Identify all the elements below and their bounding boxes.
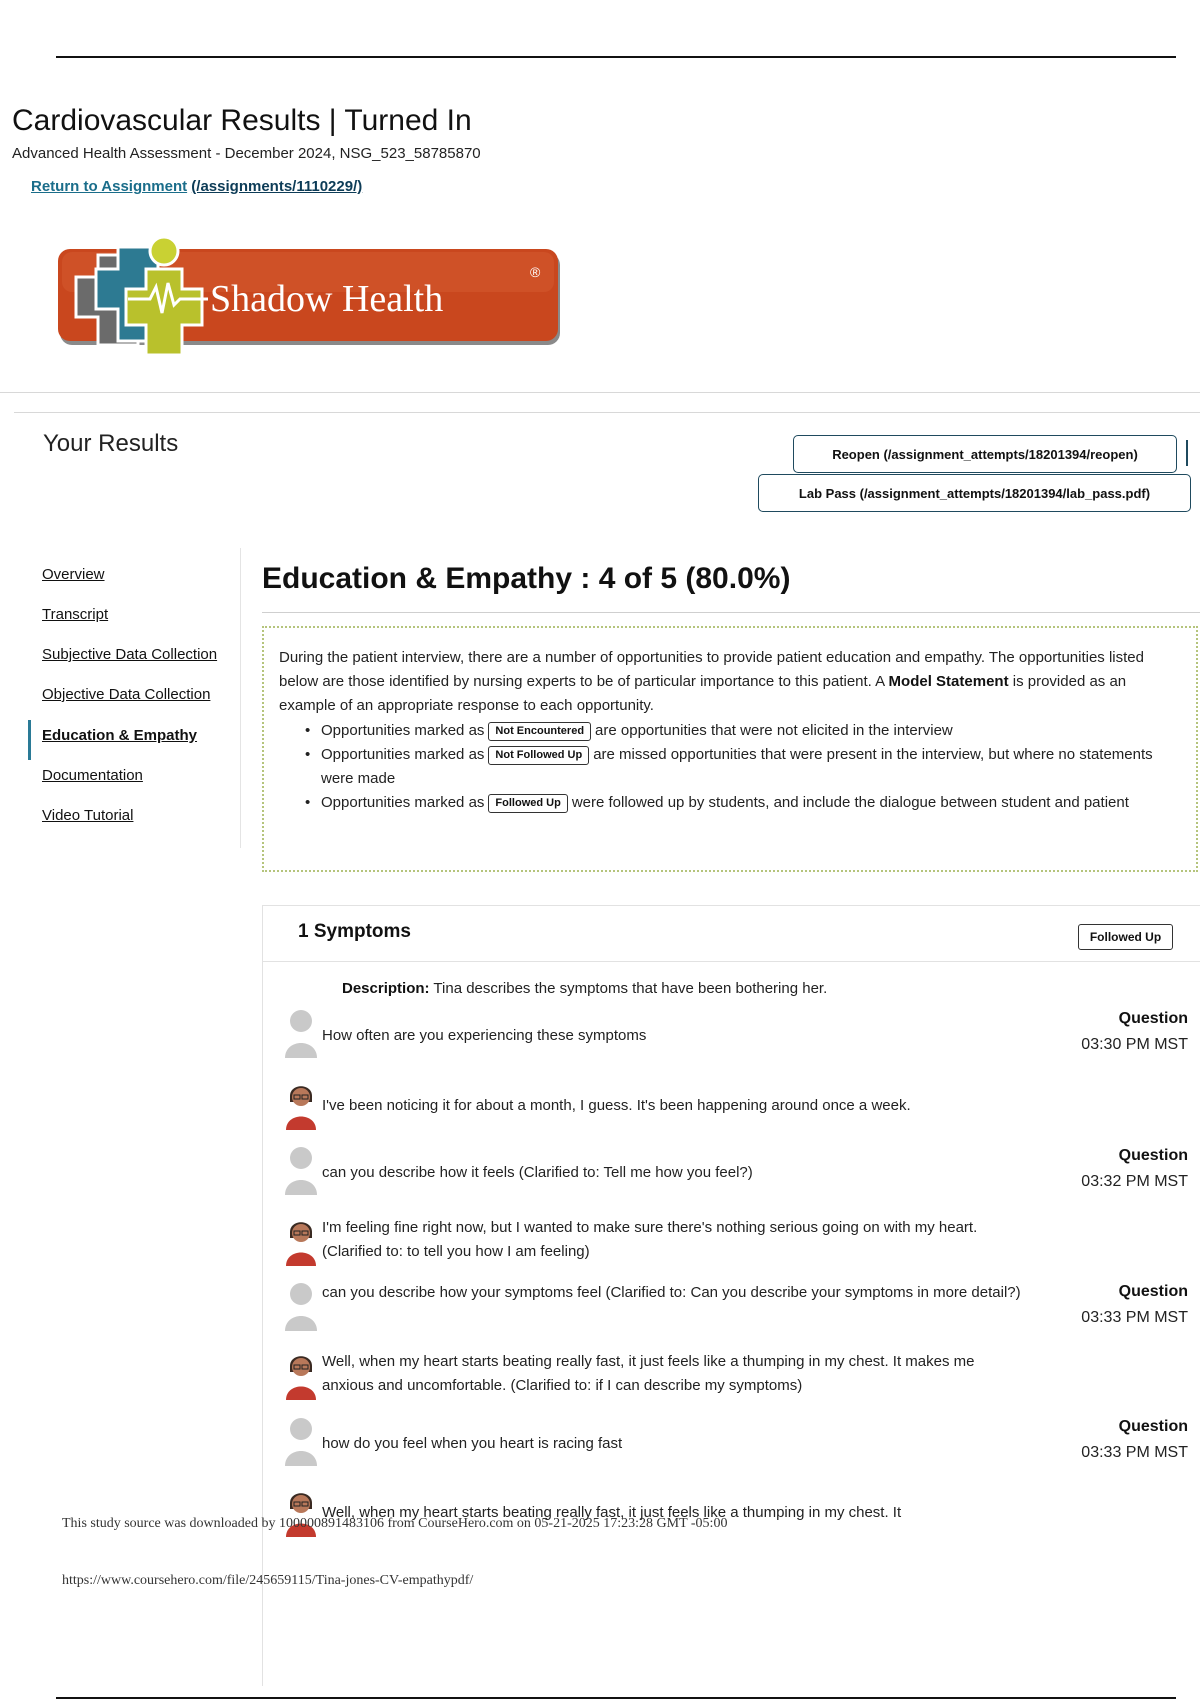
sidebar-item-video-tutorial[interactable]: Video Tutorial: [42, 807, 134, 824]
student-avatar-icon: [283, 1008, 319, 1058]
info-intro: [279, 646, 1179, 718]
course-subtitle: Advanced Health Assessment - December 2024, NSG_523_58785870: [12, 145, 481, 162]
legend-bullet: [305, 743, 1185, 791]
reopen-button[interactable]: Reopen (/assignment_attempts/18201394/reopen): [793, 435, 1177, 473]
lab-pass-button[interactable]: Lab Pass (/assignment_attempts/18201394/lab_pass.pdf): [758, 474, 1191, 512]
question-label: Question: [1118, 1147, 1188, 1164]
sidebar-item-transcript[interactable]: Transcript: [42, 606, 109, 623]
intro-text-2: is provided as an example of an appropriate response to each opportunity.: [279, 673, 1127, 714]
patient-message: Well, when my heart starts beating really fast, it just feels like a thumping in my chest. It makes me anxious and uncomfortable. (Clarified to: if I can describe my symptoms): [322, 1353, 975, 1394]
button-divider: [1186, 440, 1188, 466]
student-avatar-icon: [283, 1416, 319, 1466]
student-message: how do you feel when you heart is racing fast: [322, 1435, 623, 1452]
message-meta: [1048, 1143, 1188, 1195]
sidebar-item-overview[interactable]: Overview: [42, 566, 105, 583]
bullet-prefix: Opportunities marked as: [321, 722, 485, 739]
message-timestamp: 03:33 PM MST: [1081, 1309, 1188, 1326]
section-title: Education & Empathy : 4 of 5 (80.0%): [262, 562, 791, 595]
description-label: Description:: [342, 980, 430, 997]
student-message: can you describe how it feels (Clarified to: Tell me how you feel?): [322, 1164, 753, 1181]
sidebar-item-documentation[interactable]: Documentation: [42, 767, 143, 784]
source-url: https://www.coursehero.com/file/245659115/Tina-jones-CV-empathypdf/: [62, 1573, 474, 1588]
description-text: Tina describes the symptoms that have been bothering her.: [433, 980, 828, 997]
legend-bullet: [305, 719, 1185, 743]
student-avatar-icon: [283, 1281, 319, 1331]
card-description: [342, 980, 827, 997]
sidebar-item-objective-data[interactable]: Objective Data Collection: [42, 686, 211, 703]
results-separator: [14, 412, 1200, 413]
patient-message: Well, when my heart starts beating really fast, it just feels like a thumping in my chest. It: [322, 1504, 902, 1521]
intro-bold-statement: Statement: [936, 673, 1009, 690]
question-label: Question: [1118, 1010, 1188, 1027]
bullet-suffix: are opportunities that were not elicited in the interview: [595, 722, 953, 739]
sidebar-item-education-empathy[interactable]: Education & Empathy: [42, 727, 198, 744]
question-label: Question: [1118, 1283, 1188, 1300]
student-avatar-icon: [283, 1145, 319, 1195]
page-title: Cardiovascular Results | Turned In: [12, 104, 472, 137]
student-message: can you describe how your symptoms feel (Clarified to: Can you describe your symptoms in more detail?): [322, 1284, 1021, 1301]
intro-text-1: During the patient interview, there are a number of opportunities to provide patient education and empathy. The opportunities listed below are those identified by nursing experts to be of particular importance to this patient. A: [279, 649, 1144, 690]
tag-not-encountered: Not Encountered: [488, 722, 591, 741]
return-link-path[interactable]: (/assignments/1110229/): [191, 178, 363, 195]
bullet-suffix: are missed opportunities that were present in the interview, but where no statements were made: [321, 746, 1153, 787]
sidebar-item-subjective-data[interactable]: Subjective Data Collection: [42, 646, 218, 663]
patient-message: I'm feeling fine right now, but I wanted to make sure there's nothing serious going on with my heart. (Clarified to: to tell you how I am feeling): [322, 1219, 978, 1260]
message-timestamp: 03:30 PM MST: [1081, 1036, 1188, 1053]
top-rule: [56, 56, 1176, 58]
sidebar-active-indicator: [28, 720, 31, 760]
download-note: This study source was downloaded by 100000891483106 from CourseHero.com on 05-21-2025 17:23:28 GMT -05:00: [62, 1516, 728, 1531]
sidebar-divider: [240, 548, 241, 848]
bullet-suffix: were followed up by students, and include the dialogue between student and patient: [571, 794, 1129, 811]
section-title-rule: [262, 612, 1200, 613]
tag-not-followed-up: Not Followed Up: [488, 746, 589, 765]
patient-avatar-icon: [283, 1216, 319, 1266]
patient-message: I've been noticing it for about a month, I guess. It's been happening around once a week.: [322, 1097, 911, 1114]
message-meta: [1048, 1279, 1188, 1331]
patient-avatar-icon: [283, 1080, 319, 1130]
intro-bold-model: Model: [888, 673, 932, 690]
message-timestamp: 03:32 PM MST: [1081, 1173, 1188, 1190]
followed-up-badge: Followed Up: [1078, 924, 1173, 950]
return-link[interactable]: Return to Assignment: [31, 178, 188, 195]
shadow-health-logo-icon: [58, 225, 563, 360]
return-to-assignment[interactable]: [31, 178, 362, 195]
logo-brand-text: Shadow Health: [210, 278, 444, 320]
bottom-rule: [56, 1697, 1176, 1699]
legend-bullet: [305, 791, 1185, 815]
your-results-heading: Your Results: [43, 430, 179, 457]
patient-avatar-icon: [283, 1350, 319, 1400]
legend-bullets: [305, 719, 1185, 815]
card-title: 1 Symptoms: [298, 921, 411, 942]
header-separator: [0, 392, 1200, 393]
logo-registered-mark: ®: [530, 264, 541, 280]
message-meta: [1048, 1006, 1188, 1058]
bullet-prefix: Opportunities marked as: [321, 746, 485, 763]
student-message: How often are you experiencing these symptoms: [322, 1027, 647, 1044]
card-header-rule: [262, 961, 1200, 962]
bullet-prefix: Opportunities marked as: [321, 794, 485, 811]
message-timestamp: 03:33 PM MST: [1081, 1444, 1188, 1461]
message-meta: [1048, 1414, 1188, 1466]
tag-followed-up: Followed Up: [488, 794, 567, 813]
question-label: Question: [1118, 1418, 1188, 1435]
shadow-health-logo: [58, 225, 563, 360]
